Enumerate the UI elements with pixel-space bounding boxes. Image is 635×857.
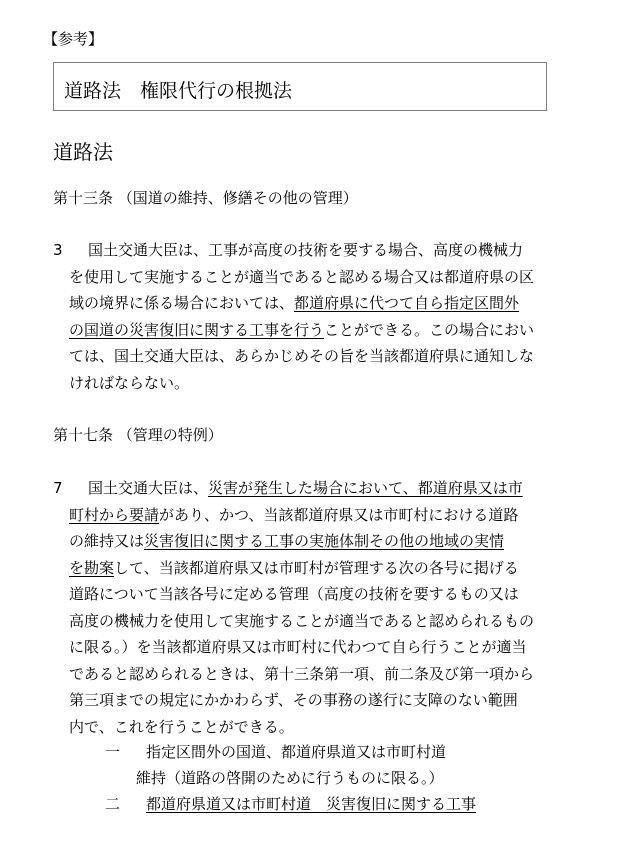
paragraph-line: 高度の機械力を使用して実施することが適当であると認められるもの [69,611,535,630]
paragraph-line: 町村から要請があり、かつ、当該都道府県又は市町村における道路 [69,505,519,524]
item-1-text: 指定区間外の国道、都道府県道又は市町村道 [146,743,447,761]
article-17-paragraph-7 [53,475,573,740]
paragraph-line: を使用して実施することが適当であると認める場合又は都道府県の区 [69,267,535,286]
paragraph-number: 7 [53,479,63,497]
underlined-text: 都道府県道又は市町村道 災害復旧に関する工事 [146,795,477,813]
paragraph-line: 内で、これを行うことができる。 [69,717,294,736]
underlined-text: の国道の災害復旧に関する工事を行う [69,320,325,339]
article-17-caption: 第十七条 （管理の特例） [53,426,223,444]
document-title: 道路法 権限代行の根拠法 [64,80,293,102]
paragraph-line: の維持又は災害復旧に関する工事の実施体制その他の地域の実情 [69,532,505,550]
item-1-text-continued: 維持（道路の啓開のために行うものに限る。） [136,769,444,787]
paragraph-line: 第三項までの規定にかかわらず、その事務の遂行に支障のない範囲 [69,691,518,709]
paragraph-number: 3 [53,241,63,259]
item-number-2: 二 [105,795,121,813]
paragraph-line: ければならない。 [69,373,190,392]
item-number-1: 一 [105,743,121,761]
paragraph-line: ては、国土交通大臣は、あらかじめその旨を当該都道府県に通知しな [69,347,535,365]
title-box [53,62,547,111]
article-13-caption: 第十三条 （国道の維持、修繕その他の管理） [53,189,358,207]
underlined-text: 都道府県に代つて自ら指定区間外 [294,294,520,312]
underlined-text: 町村から要請 [69,505,160,524]
item-2-text [146,793,476,814]
paragraph-line: を勘案して、当該都道府県又は市町村が管理する次の各号に掲げる [69,558,519,577]
underlined-text: 災害復旧に関する工事の実施体制その他の地域の実情 [144,532,505,550]
paragraph-line: 域の境界に係る場合においては、都道府県に代つて自ら指定区間外 [69,294,520,312]
paragraph-line: に限る。）を当該都道府県又は市町村に代わつて自ら行うことが適当 [69,638,527,656]
article-13-paragraph-3 [53,237,573,396]
reference-label: 【参考】 [43,30,104,48]
underlined-text: を勘案 [69,558,115,577]
paragraph-line: 国土交通大臣は、工事が高度の技術を要する場合、高度の機械力 [88,241,524,259]
paragraph-line: の国道の災害復旧に関する工事を行うことができる。この場合におい [69,320,535,339]
law-heading: 道路法 [53,140,113,164]
paragraph-line: 国土交通大臣は、災害が発生した場合において、都道府県又は市 [88,479,523,497]
underlined-text: 災害が発生した場合において、都道府県又は市 [208,479,523,497]
paragraph-line: であると認められるときは、第十三条第一項、前二条及び第一項から [69,664,535,683]
paragraph-line: 道路について当該各号に定める管理（高度の技術を要するもの又は [69,585,519,603]
